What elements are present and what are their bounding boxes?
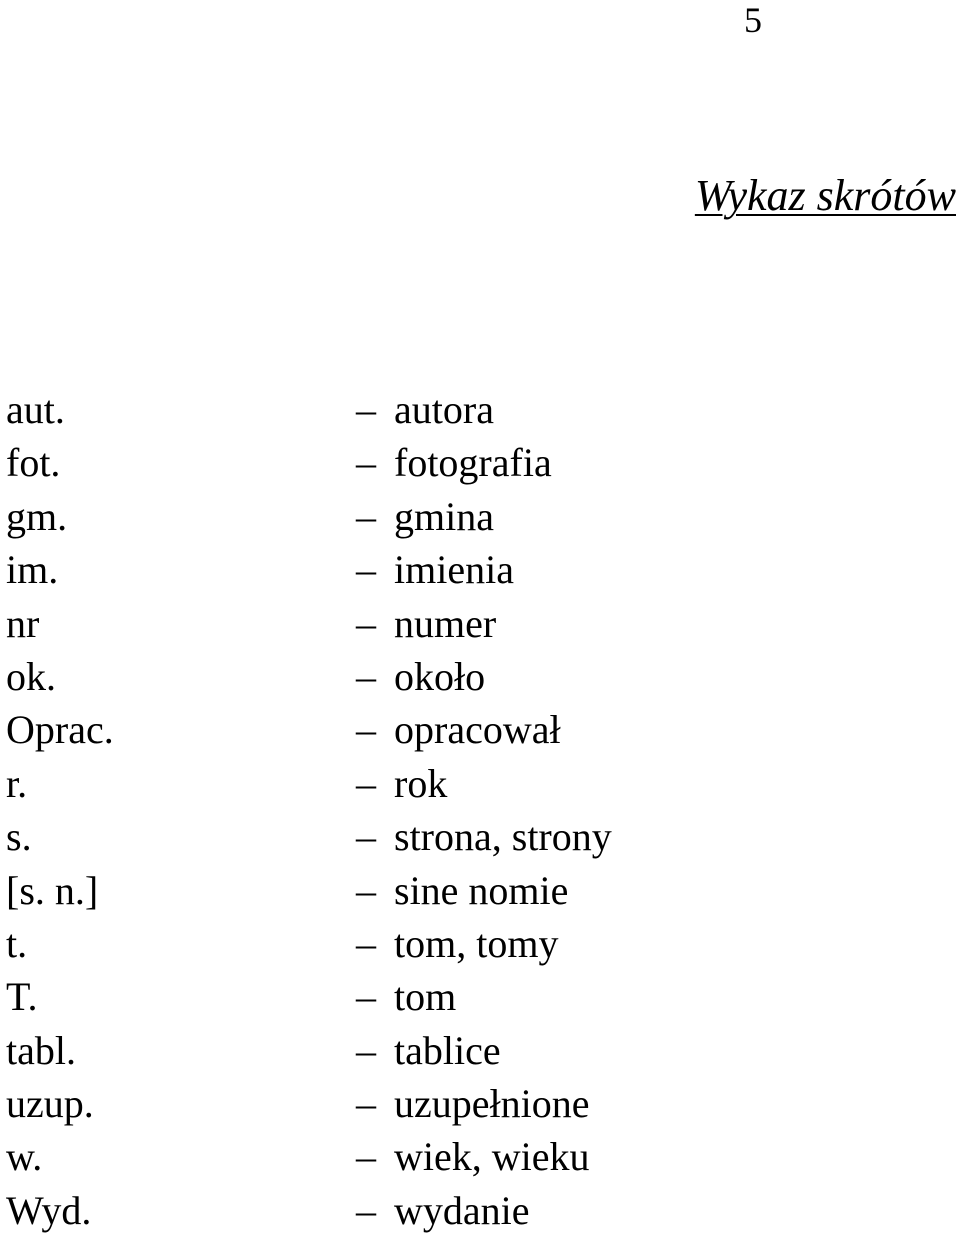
abbreviation-meaning: opracował bbox=[394, 707, 561, 753]
dash-separator: – bbox=[356, 920, 376, 966]
abbreviation-term: t. bbox=[6, 920, 28, 966]
abbreviation-term: Oprac. bbox=[6, 707, 114, 753]
abbreviation-term: Wyd. bbox=[6, 1187, 92, 1233]
abbreviation-term: ok. bbox=[6, 653, 56, 699]
list-item bbox=[6, 650, 906, 703]
dash-separator: – bbox=[356, 1134, 376, 1180]
abbreviation-meaning: imienia bbox=[394, 547, 514, 593]
list-item bbox=[6, 757, 906, 810]
dash-separator: – bbox=[356, 547, 376, 593]
list-item bbox=[6, 1184, 906, 1237]
list-item bbox=[6, 864, 906, 917]
abbreviation-meaning: numer bbox=[394, 600, 497, 646]
abbreviation-term: gm. bbox=[6, 493, 68, 539]
dash-separator: – bbox=[356, 974, 376, 1020]
abbreviation-meaning: uzupełnione bbox=[394, 1081, 590, 1127]
list-item bbox=[6, 1024, 906, 1077]
abbreviation-term: tabl. bbox=[6, 1027, 76, 1073]
dash-separator: – bbox=[356, 440, 376, 486]
list-item bbox=[6, 490, 906, 543]
dash-separator: – bbox=[356, 1027, 376, 1073]
dash-separator: – bbox=[356, 653, 376, 699]
dash-separator: – bbox=[356, 707, 376, 753]
abbreviation-meaning: tom bbox=[394, 974, 457, 1020]
dash-separator: – bbox=[356, 493, 376, 539]
abbreviation-meaning: strona, strony bbox=[394, 814, 612, 860]
dash-separator: – bbox=[356, 1187, 376, 1233]
page-title: Wykaz skrótów bbox=[694, 171, 956, 220]
abbreviation-meaning: wiek, wieku bbox=[394, 1134, 590, 1180]
abbreviation-term: nr bbox=[6, 600, 40, 646]
dash-separator: – bbox=[356, 760, 376, 806]
dash-separator: – bbox=[356, 600, 376, 646]
abbreviation-meaning: fotografia bbox=[394, 440, 552, 486]
abbreviation-term: aut. bbox=[6, 387, 65, 432]
abbreviation-meaning: około bbox=[394, 653, 486, 699]
abbreviation-meaning: gmina bbox=[394, 493, 494, 539]
page-number: 5 bbox=[744, 0, 762, 40]
abbreviation-term: T. bbox=[6, 974, 38, 1020]
dash-separator: – bbox=[356, 387, 376, 432]
abbreviation-term: s. bbox=[6, 814, 32, 860]
dash-separator: – bbox=[356, 1081, 376, 1127]
abbreviation-term: im. bbox=[6, 547, 59, 593]
abbreviation-meaning: wydanie bbox=[394, 1187, 530, 1233]
abbreviation-list bbox=[6, 383, 906, 1237]
list-item bbox=[6, 383, 906, 436]
abbreviation-meaning: tablice bbox=[394, 1027, 501, 1073]
abbreviation-meaning: sine nomie bbox=[394, 867, 569, 913]
abbreviation-term: uzup. bbox=[6, 1081, 94, 1127]
abbreviation-term: w. bbox=[6, 1134, 43, 1180]
dash-separator: – bbox=[356, 814, 376, 860]
list-item bbox=[6, 436, 906, 489]
list-item bbox=[6, 810, 906, 863]
abbreviation-term: fot. bbox=[6, 440, 61, 486]
list-item bbox=[6, 1130, 906, 1183]
list-item bbox=[6, 1077, 906, 1130]
abbreviation-term: r. bbox=[6, 760, 28, 806]
dash-separator: – bbox=[356, 867, 376, 913]
list-item bbox=[6, 917, 906, 970]
list-item bbox=[6, 597, 906, 650]
abbreviation-meaning: rok bbox=[394, 760, 448, 806]
abbreviation-meaning: autora bbox=[394, 387, 494, 432]
abbreviation-term: [s. n.] bbox=[6, 867, 99, 913]
list-item bbox=[6, 970, 906, 1023]
list-item bbox=[6, 703, 906, 756]
list-item bbox=[6, 543, 906, 596]
abbreviation-meaning: tom, tomy bbox=[394, 920, 559, 966]
